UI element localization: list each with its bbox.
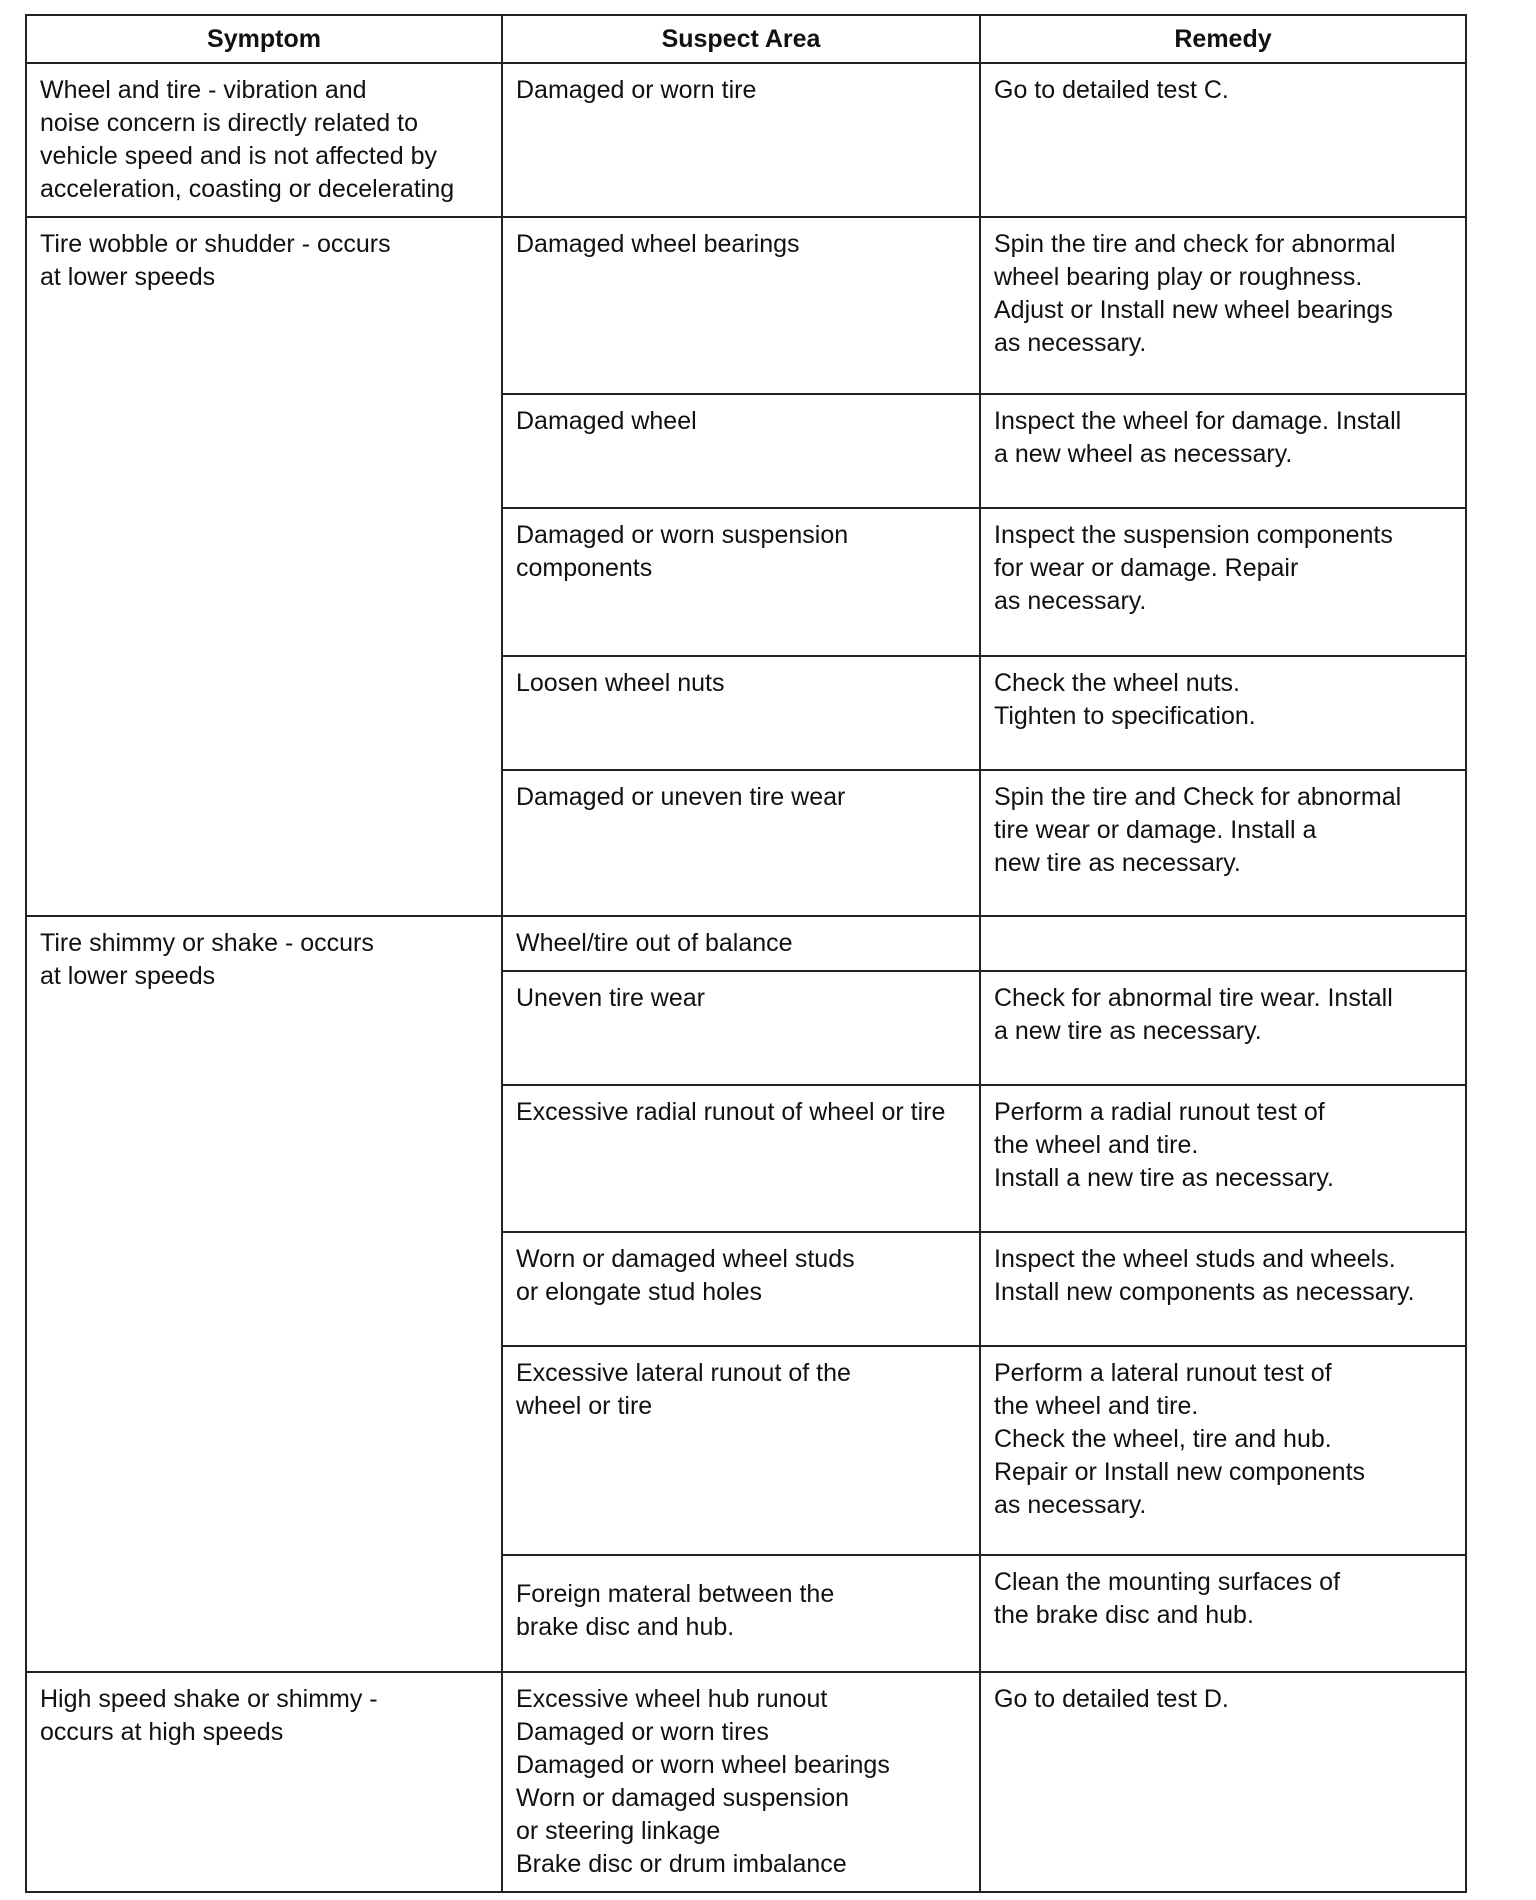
diagnosis-table (25, 14, 1467, 1893)
remedy-line: the wheel and tire. (994, 1392, 1199, 1420)
suspect-area-line: Damaged or worn wheel bearings (516, 1751, 890, 1779)
remedy-line: the brake disc and hub. (994, 1601, 1254, 1629)
suspect-area-line: Brake disc or drum imbalance (516, 1850, 847, 1878)
remedy-line: a new tire as necessary. (994, 1017, 1262, 1045)
symptom-line: at lower speeds (40, 263, 216, 291)
suspect-area-line: Excessive wheel hub runout (516, 1685, 828, 1713)
remedy-line: Adjust or Install new wheel bearings (994, 296, 1393, 324)
remedy-cell (980, 656, 1466, 770)
table-row (26, 1672, 1466, 1892)
remedy-cell (980, 508, 1466, 656)
suspect-area-cell (502, 508, 980, 656)
remedy-line: Install new components as necessary. (994, 1278, 1415, 1306)
suspect-area-line: brake disc and hub. (516, 1613, 735, 1641)
remedy-line: Tighten to specification. (994, 702, 1256, 730)
remedy-cell (980, 1555, 1466, 1672)
symptom-cell (26, 916, 502, 1672)
suspect-area-line: Damaged wheel bearings (516, 230, 800, 258)
suspect-area-line: Damaged or uneven tire wear (516, 783, 846, 811)
symptom-cell (26, 63, 502, 217)
header-remedy: Remedy (980, 15, 1466, 63)
remedy-line: a new wheel as necessary. (994, 440, 1293, 468)
suspect-area-line: Uneven tire wear (516, 984, 705, 1012)
suspect-area-line: Wheel/tire out of balance (516, 929, 793, 957)
remedy-line: Repair or Install new components (994, 1458, 1366, 1486)
remedy-line: Perform a lateral runout test of (994, 1359, 1332, 1387)
symptom-line: Tire wobble or shudder - occurs (40, 230, 391, 258)
suspect-area-line: Damaged or worn suspension (516, 521, 849, 549)
suspect-area-cell (502, 1672, 980, 1892)
remedy-line: Go to detailed test D. (994, 1685, 1229, 1713)
suspect-area-cell (502, 63, 980, 217)
suspect-area-cell (502, 770, 980, 916)
remedy-cell (980, 1672, 1466, 1892)
header-symptom: Symptom (26, 15, 502, 63)
remedy-line: as necessary. (994, 587, 1147, 615)
remedy-line: Inspect the suspension components (994, 521, 1393, 549)
remedy-line: new tire as necessary. (994, 849, 1241, 877)
suspect-area-line: Worn or damaged suspension (516, 1784, 850, 1812)
suspect-area-line: Damaged or worn tire (516, 76, 757, 104)
suspect-area-cell (502, 217, 980, 394)
suspect-area-line: or elongate stud holes (516, 1278, 763, 1306)
table-row (26, 63, 1466, 217)
suspect-area-line: components (516, 554, 653, 582)
suspect-area-cell (502, 656, 980, 770)
suspect-area-cell (502, 1232, 980, 1346)
suspect-area-cell (502, 1346, 980, 1555)
suspect-area-line: or steering linkage (516, 1817, 721, 1845)
remedy-cell (980, 770, 1466, 916)
symptom-cell (26, 217, 502, 916)
remedy-line: Inspect the wheel studs and wheels. (994, 1245, 1396, 1273)
suspect-area-line: Excessive radial runout of wheel or tire (516, 1098, 946, 1126)
symptom-line: occurs at high speeds (40, 1718, 284, 1746)
symptom-line: noise concern is directly related to (40, 109, 418, 137)
remedy-cell (980, 394, 1466, 508)
suspect-area-line: Loosen wheel nuts (516, 669, 725, 697)
symptom-cell (26, 1672, 502, 1892)
remedy-line: the wheel and tire. (994, 1131, 1199, 1159)
remedy-line: Check the wheel nuts. (994, 669, 1240, 697)
remedy-line: Spin the tire and check for abnormal (994, 230, 1396, 258)
remedy-line: wheel bearing play or roughness. (994, 263, 1363, 291)
symptom-line: acceleration, coasting or decelerating (40, 175, 455, 203)
remedy-line: Check for abnormal tire wear. Install (994, 984, 1393, 1012)
suspect-area-line: Worn or damaged wheel studs (516, 1245, 855, 1273)
symptom-line: Wheel and tire - vibration and (40, 76, 367, 104)
suspect-area-cell (502, 1555, 980, 1672)
suspect-area-line: Damaged or worn tires (516, 1718, 769, 1746)
remedy-cell (980, 63, 1466, 217)
symptom-line: at lower speeds (40, 962, 216, 990)
remedy-line: Perform a radial runout test of (994, 1098, 1325, 1126)
symptom-line: High speed shake or shimmy - (40, 1685, 378, 1713)
remedy-line: as necessary. (994, 329, 1147, 357)
remedy-line: Check the wheel, tire and hub. (994, 1425, 1332, 1453)
remedy-line: Clean the mounting surfaces of (994, 1568, 1341, 1596)
suspect-area-line: wheel or tire (516, 1392, 653, 1420)
suspect-area-cell (502, 971, 980, 1085)
remedy-cell (980, 916, 1466, 971)
remedy-line: Spin the tire and Check for abnormal (994, 783, 1402, 811)
symptom-line: vehicle speed and is not affected by (40, 142, 438, 170)
remedy-line: Go to detailed test C. (994, 76, 1229, 104)
suspect-area-line: Damaged wheel (516, 407, 697, 435)
symptom-line: Tire shimmy or shake - occurs (40, 929, 374, 957)
header-suspect-area: Suspect Area (502, 15, 980, 63)
suspect-area-line: Excessive lateral runout of the (516, 1359, 851, 1387)
remedy-line: as necessary. (994, 1491, 1147, 1519)
remedy-cell (980, 971, 1466, 1085)
suspect-area-cell (502, 394, 980, 508)
remedy-cell (980, 217, 1466, 394)
table-row (26, 217, 1466, 394)
suspect-area-cell (502, 916, 980, 971)
remedy-cell (980, 1346, 1466, 1555)
suspect-area-line: Foreign materal between the (516, 1580, 835, 1608)
remedy-line: Install a new tire as necessary. (994, 1164, 1334, 1192)
table-body (26, 63, 1466, 1892)
table-row (26, 916, 1466, 971)
header-row (26, 15, 1466, 63)
remedy-line: tire wear or damage. Install a (994, 816, 1317, 844)
remedy-line: Inspect the wheel for damage. Install (994, 407, 1402, 435)
remedy-cell (980, 1232, 1466, 1346)
remedy-cell (980, 1085, 1466, 1232)
remedy-line: for wear or damage. Repair (994, 554, 1299, 582)
suspect-area-cell (502, 1085, 980, 1232)
